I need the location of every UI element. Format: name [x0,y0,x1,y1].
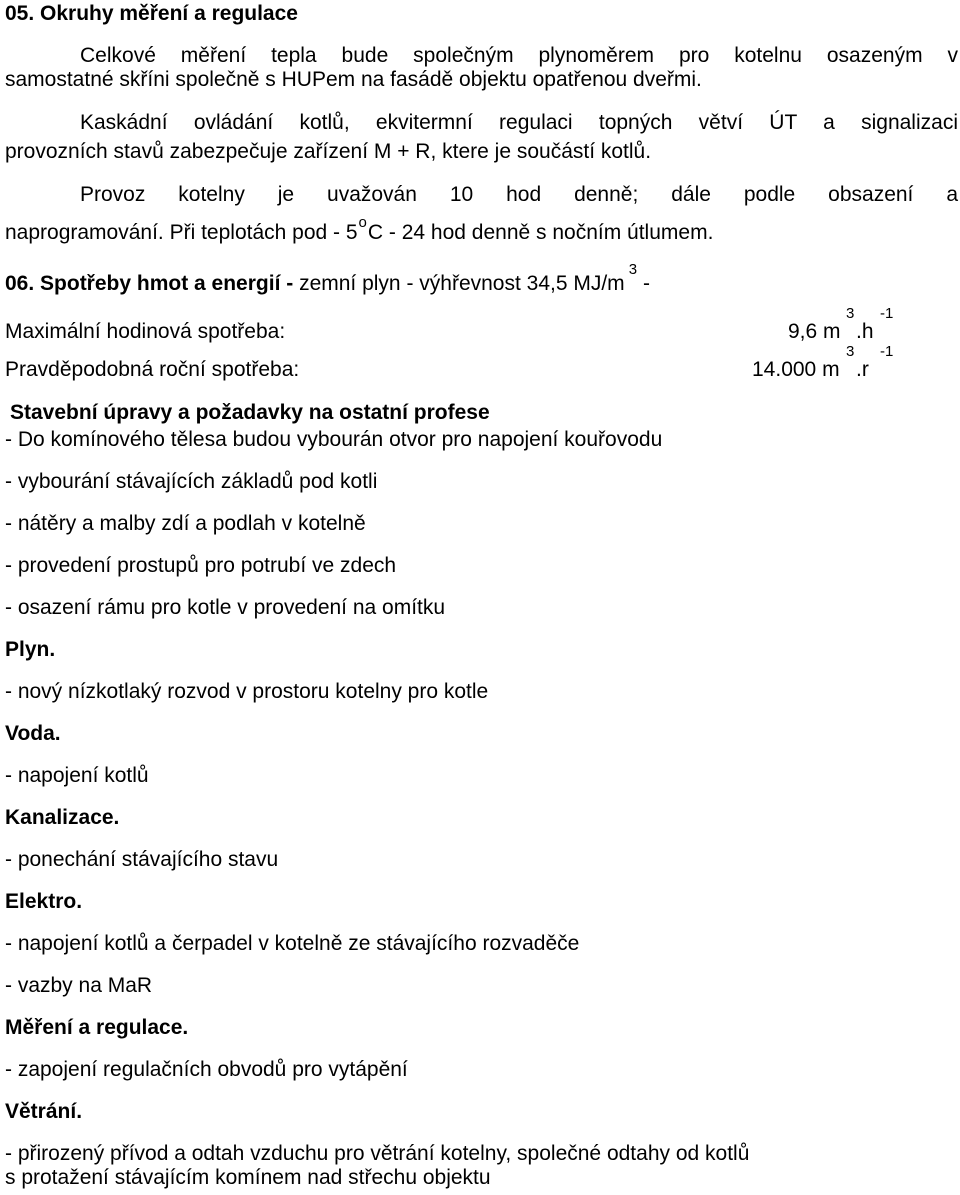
section-06-heading [5,261,651,298]
construction-heading: Stavební úpravy a požadavky na ostatní profese [10,401,490,424]
list-item: - provedení prostupů pro potrubí ve zdech [5,554,397,577]
list-item: - vazby na MaR [5,974,153,997]
consumption-label: Maximální hodinová spotřeba: [5,320,286,343]
list-item: - nový nízkotlaký rozvod v prostoru kotelny pro kotle [5,680,489,703]
unit-superscript: 3 [846,343,855,360]
consumption-value: 9,6 m [788,320,841,343]
list-item: - zapojení regulačních obvodů pro vytápění [5,1058,408,1081]
section-06-subtitle: zemní plyn - výhřevnost 34,5 MJ/m [299,272,625,295]
unit-superscript: 3 [628,261,638,278]
consumption-value: 14.000 m [752,358,840,381]
profession-heading-measurement: Měření a regulace. [5,1016,189,1039]
profession-heading-water: Voda. [5,722,61,745]
degree-superscript: o [358,214,367,231]
profession-heading-sewage: Kanalizace. [5,806,120,829]
paragraph-line [5,214,714,247]
consumption-unit: .h [856,320,874,343]
paragraph-line: Kaskádní ovládání kotlů, ekvitermní regulaci topných větví ÚT a signalizaci [80,111,958,134]
paragraph-line: samostatné skříni společně s HUPem na fasádě objektu opatřenou dveřmi. [5,68,702,91]
unit-superscript: -1 [880,305,894,322]
list-item: - přirozený přívod a odtah vzduchu pro větrání kotelny, společné odtahy od kotlů [5,1142,750,1165]
list-item: s protažení stávajícím komínem nad střechu objektu [5,1166,491,1189]
unit-superscript: 3 [846,305,855,322]
list-item: - Do komínového tělesa budou vybourán otvor pro napojení kouřovodu [5,428,663,451]
list-item: - napojení kotlů a čerpadel v kotelně ze stávajícího rozvaděče [5,932,580,955]
list-item: - vybourání stávajících základů pod kotli [5,470,378,493]
section-05-heading: 05. Okruhy měření a regulace [5,2,298,25]
paragraph-line: Provoz kotelny je uvažován 10 hod denně; dále podle obsazení a [80,183,958,206]
profession-heading-gas: Plyn. [5,638,56,661]
profession-heading-electro: Elektro. [5,890,83,913]
text-run: naprogramování. Při teplotách pod - 5 [5,221,358,244]
section-06-title: 06. Spotřeby hmot a energií - [5,272,300,295]
list-item: - osazení rámu pro kotle v provedení na omítku [5,596,446,619]
paragraph-line: Celkové měření tepla bude společným plynoměrem pro kotelnu osazeným v [80,44,958,67]
unit-superscript: -1 [880,343,894,360]
list-item: - ponechání stávajícího stavu [5,848,279,871]
text-run: - [643,272,651,295]
text-run: C - 24 hod denně s nočním útlumem. [367,221,714,244]
consumption-unit: .r [856,358,869,381]
paragraph-line: provozních stavů zabezpečuje zařízení M + R, ktere je součástí kotlů. [5,140,652,163]
profession-heading-ventilation: Větrání. [5,1100,83,1123]
consumption-label: Pravděpodobná roční spotřeba: [5,358,300,381]
list-item: - nátěry a malby zdí a podlah v kotelně [5,512,366,535]
list-item: - napojení kotlů [5,764,149,787]
